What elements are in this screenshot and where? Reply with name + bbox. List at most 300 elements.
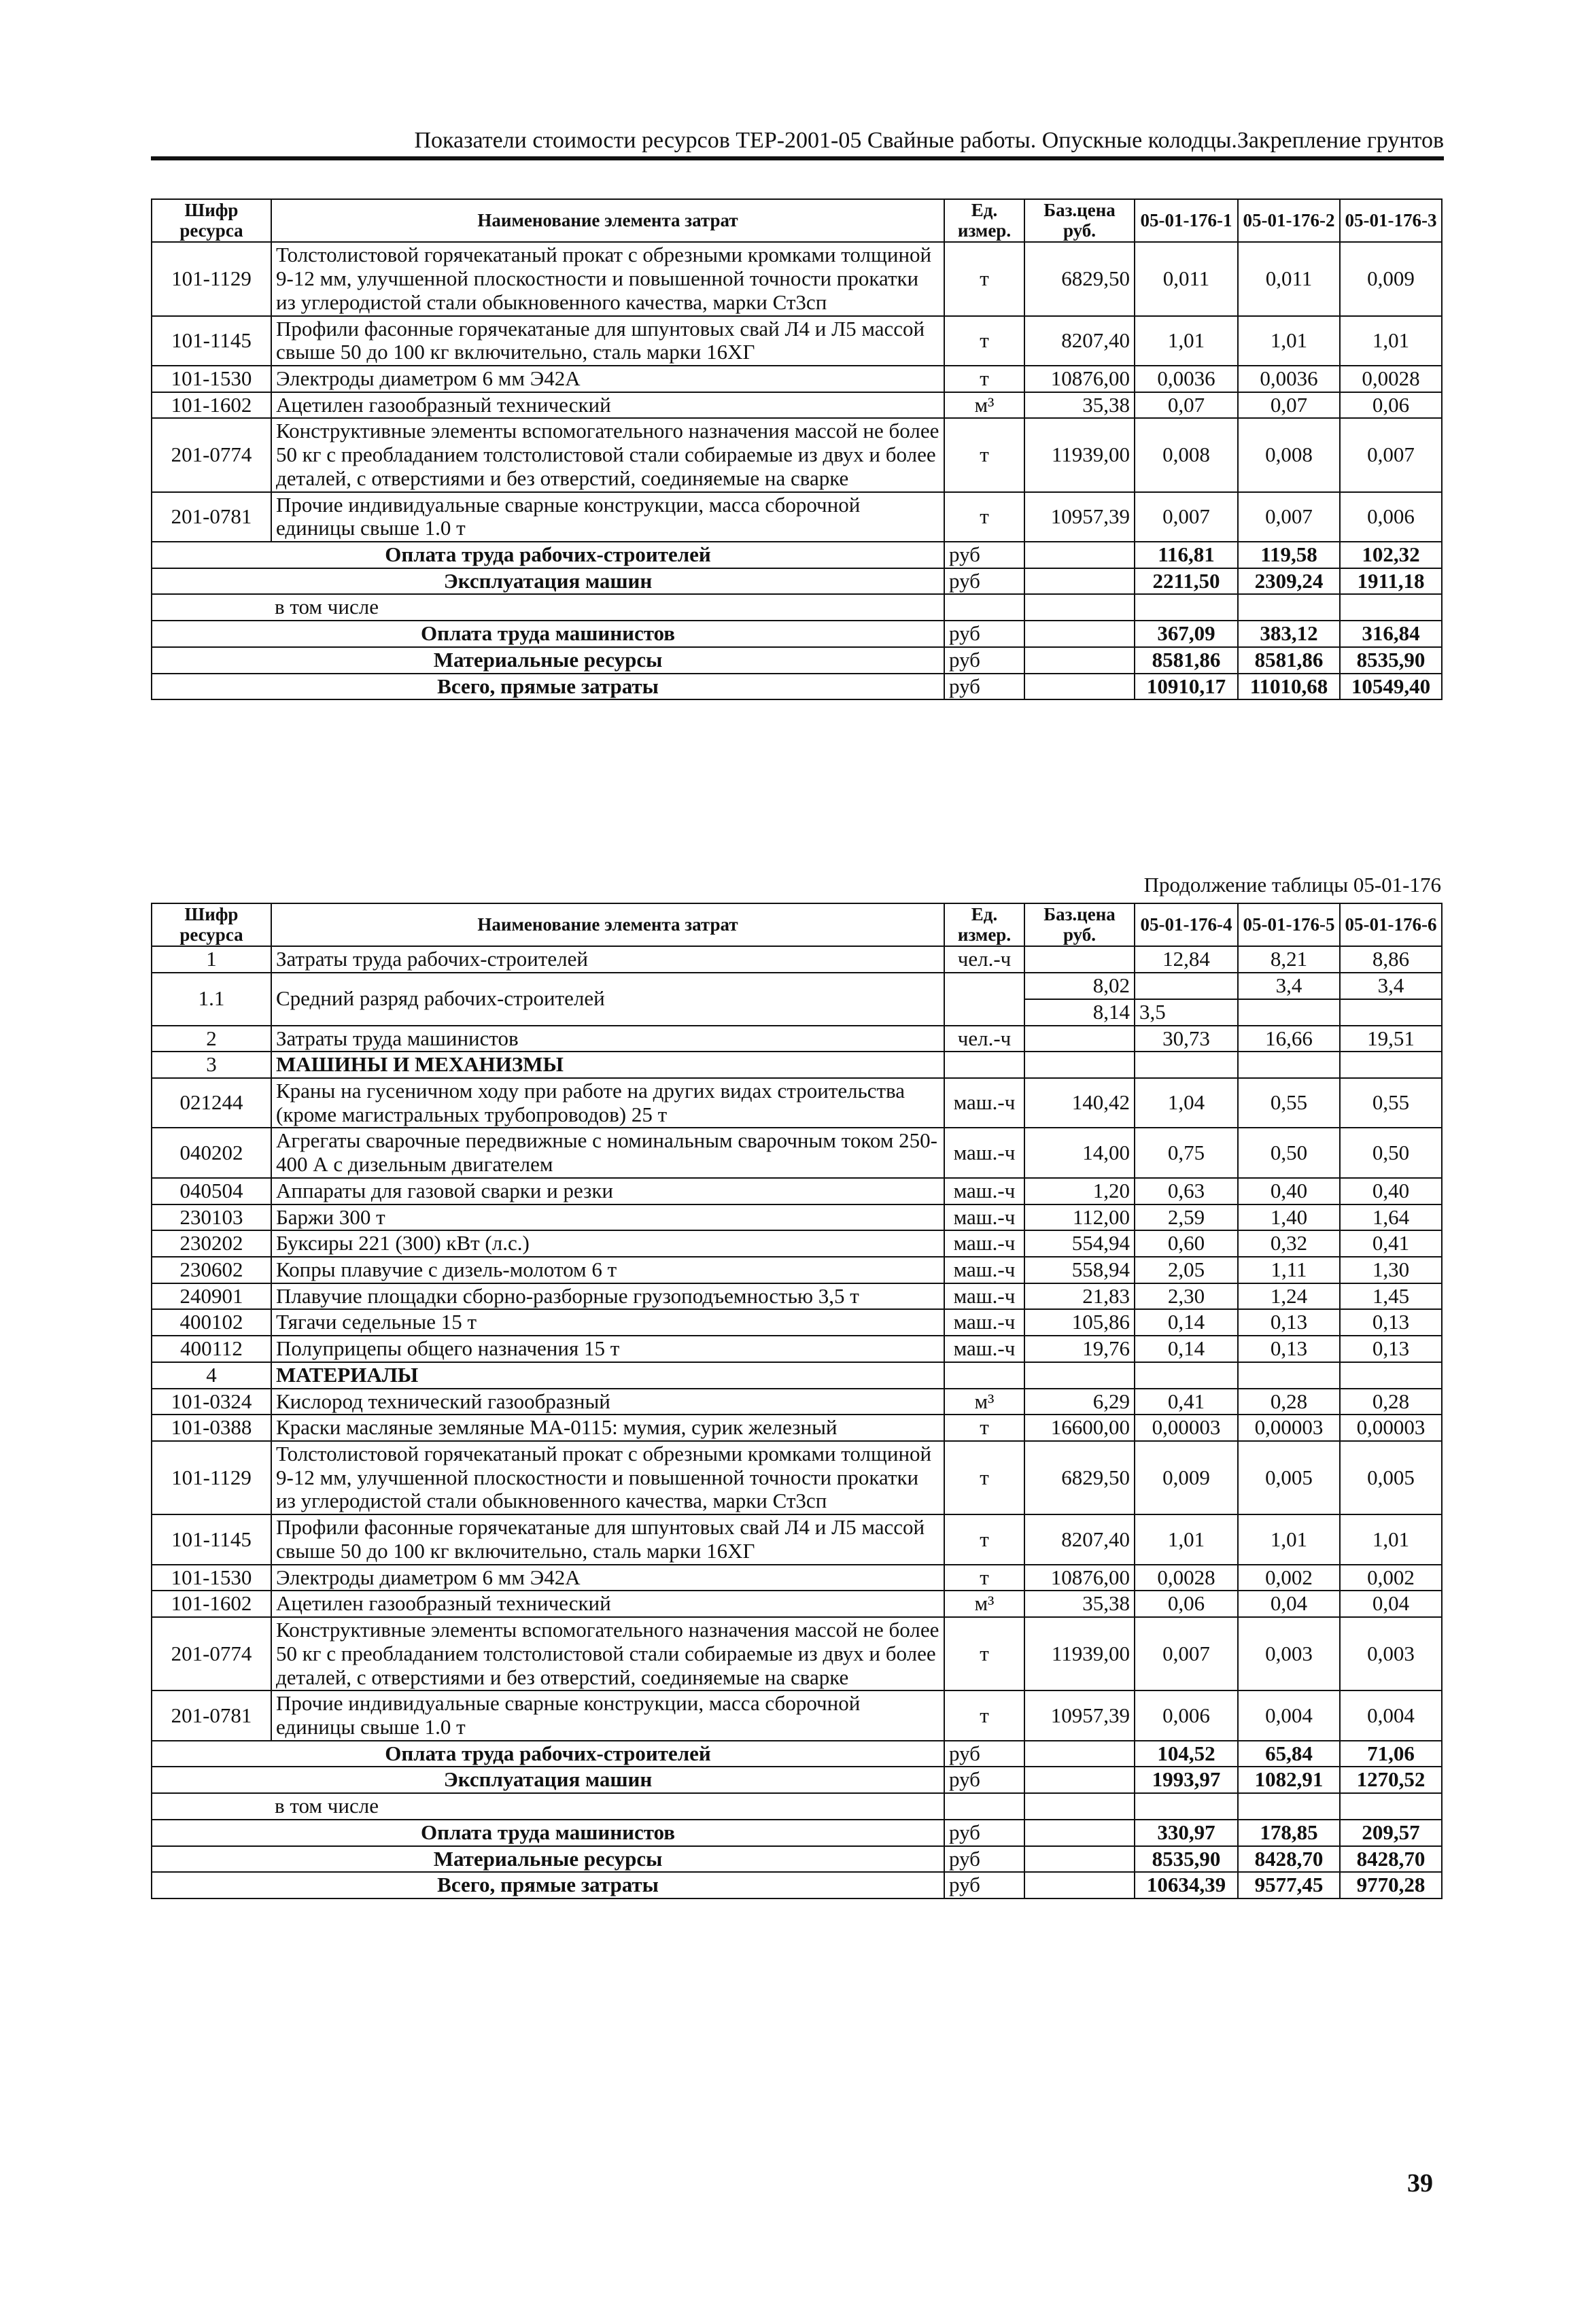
table-body bbox=[152, 946, 1442, 1078]
col-code1-header: 05-01-176-4 bbox=[1135, 903, 1238, 946]
summary-value-2: 9577,45 bbox=[1238, 1872, 1340, 1898]
row-unit: маш.-ч bbox=[944, 1283, 1024, 1310]
row-name: Копры плавучие с дизель-молотом 6 т bbox=[271, 1257, 944, 1283]
row-price: 6829,50 bbox=[1024, 242, 1135, 315]
summary-price bbox=[1024, 647, 1135, 674]
summary-row bbox=[152, 542, 1442, 568]
row-price: 105,86 bbox=[1024, 1309, 1135, 1336]
row-name: Кислород технический газообразный bbox=[271, 1389, 944, 1415]
row-value-2: 0,04 bbox=[1238, 1591, 1340, 1617]
summary-value-3: 1270,52 bbox=[1340, 1767, 1442, 1793]
summary-value-2: 119,58 bbox=[1238, 542, 1340, 568]
row-value-1: 0,00003 bbox=[1135, 1415, 1238, 1441]
summary-unit bbox=[944, 594, 1024, 621]
empty-cell bbox=[1340, 1362, 1442, 1389]
row-value-1: 0,007 bbox=[1135, 1617, 1238, 1690]
row-value-2: 0,011 bbox=[1238, 242, 1340, 315]
row-code: 1.1 bbox=[152, 973, 271, 1025]
summary-unit: руб bbox=[944, 647, 1024, 674]
table-row bbox=[152, 1178, 1442, 1204]
summary-row bbox=[152, 1846, 1442, 1873]
row-value-3: 0,007 bbox=[1340, 418, 1442, 491]
row-name: Толстолистовой горячекатаный прокат с обрезными кромками толщиной 9-12 мм, улучшенной плоскостности и повышенной точности прокатки из углеродистой стали обыкновенного качества, марки Ст3сп bbox=[271, 1441, 944, 1514]
col-unit-header: Ед. измер. bbox=[944, 199, 1024, 242]
row-value-1: 30,73 bbox=[1135, 1026, 1238, 1052]
row-value-1: 0,60 bbox=[1135, 1230, 1238, 1257]
row-name: Средний разряд рабочих-строителей bbox=[271, 973, 944, 1025]
row-value-2: 0,004 bbox=[1238, 1690, 1340, 1740]
summary-row bbox=[152, 621, 1442, 647]
summary-label: Материальные ресурсы bbox=[152, 1846, 944, 1873]
row-name: Аппараты для газовой сварки и резки bbox=[271, 1178, 944, 1204]
summary-body bbox=[152, 1741, 1442, 1898]
summary-value-3 bbox=[1340, 1793, 1442, 1820]
summary-label: Всего, прямые затраты bbox=[152, 1872, 944, 1898]
row-name: Полуприцепы общего назначения 15 т bbox=[271, 1336, 944, 1362]
row-unit: т bbox=[944, 1690, 1024, 1740]
summary-value-1: 367,09 bbox=[1135, 621, 1238, 647]
page-number: 39 bbox=[1407, 2169, 1433, 2198]
row-value-3: 1,01 bbox=[1340, 316, 1442, 366]
row-value-3: 1,30 bbox=[1340, 1257, 1442, 1283]
row-value-2: 1,11 bbox=[1238, 1257, 1340, 1283]
section-row-machines bbox=[152, 1052, 1442, 1078]
row-name: Прочие индивидуальные сварные конструкции, масса сборочной единицы свыше 1.0 т bbox=[271, 1690, 944, 1740]
row-code: 101-0324 bbox=[152, 1389, 271, 1415]
row-code: 040504 bbox=[152, 1178, 271, 1204]
row-value-1: 0,14 bbox=[1135, 1336, 1238, 1362]
row-value-2: 8,21 bbox=[1238, 946, 1340, 973]
table-row bbox=[152, 392, 1442, 419]
summary-unit bbox=[944, 1793, 1024, 1820]
col-name-header: Наименование элемента затрат bbox=[271, 199, 944, 242]
row-value-3: 1,01 bbox=[1340, 1514, 1442, 1564]
col-price-header: Баз.цена руб. bbox=[1024, 903, 1135, 946]
row-price: 35,38 bbox=[1024, 1591, 1135, 1617]
summary-price bbox=[1024, 594, 1135, 621]
row-name: Конструктивные элементы вспомогательного назначения массой не более 50 кг с преобладанием толстолистовой стали собираемые из двух и более деталей, с отверстиями и без отверстий, соединяемые на сварке bbox=[271, 418, 944, 491]
grade-value-2: 3,4 bbox=[1238, 973, 1340, 999]
row-value-3: 0,002 bbox=[1340, 1565, 1442, 1591]
table-row bbox=[152, 1128, 1442, 1177]
table-row bbox=[152, 1257, 1442, 1283]
summary-label: Оплата труда рабочих-строителей bbox=[152, 542, 944, 568]
row-code: 101-1530 bbox=[152, 366, 271, 392]
row-code: 101-0388 bbox=[152, 1415, 271, 1441]
table-header-row bbox=[152, 199, 1442, 242]
row-price: 10876,00 bbox=[1024, 1565, 1135, 1591]
row-code: 230103 bbox=[152, 1204, 271, 1231]
row-unit: маш.-ч bbox=[944, 1309, 1024, 1336]
row-value-2: 0,50 bbox=[1238, 1128, 1340, 1177]
row-value-3: 1,45 bbox=[1340, 1283, 1442, 1310]
row-code: 101-1129 bbox=[152, 1441, 271, 1514]
row-value-2: 0,0036 bbox=[1238, 366, 1340, 392]
summary-value-3: 102,32 bbox=[1340, 542, 1442, 568]
row-name: Толстолистовой горячекатаный прокат с обрезными кромками толщиной 9-12 мм, улучшенной плоскостности и повышенной точности прокатки из углеродистой стали обыкновенного качества, марки Ст3сп bbox=[271, 242, 944, 315]
row-value-1: 0,75 bbox=[1135, 1128, 1238, 1177]
row-value-3: 8,86 bbox=[1340, 946, 1442, 973]
grade-value-3: 3,4 bbox=[1340, 973, 1442, 999]
resource-table-1 bbox=[151, 198, 1443, 700]
row-unit: т bbox=[944, 316, 1024, 366]
table-row bbox=[152, 316, 1442, 366]
row-unit: маш.-ч bbox=[944, 1178, 1024, 1204]
col-code3-header: 05-01-176-6 bbox=[1340, 903, 1442, 946]
grade-row bbox=[152, 973, 1442, 999]
summary-value-1: 116,81 bbox=[1135, 542, 1238, 568]
grade-value-3b bbox=[1340, 999, 1442, 1026]
row-unit: маш.-ч bbox=[944, 1257, 1024, 1283]
row-value-2: 1,01 bbox=[1238, 316, 1340, 366]
table-row bbox=[152, 366, 1442, 392]
row-value-3: 0,50 bbox=[1340, 1128, 1442, 1177]
row-unit: т bbox=[944, 492, 1024, 542]
row-value-2: 0,003 bbox=[1238, 1617, 1340, 1690]
summary-row bbox=[152, 1872, 1442, 1898]
summary-value-3 bbox=[1340, 594, 1442, 621]
summary-unit: руб bbox=[944, 1872, 1024, 1898]
row-value-3: 0,40 bbox=[1340, 1178, 1442, 1204]
row-unit: т bbox=[944, 366, 1024, 392]
section-row-materials bbox=[152, 1362, 1442, 1389]
summary-value-1: 8535,90 bbox=[1135, 1846, 1238, 1873]
row-value-1: 0,07 bbox=[1135, 392, 1238, 419]
row-price: 6829,50 bbox=[1024, 1441, 1135, 1514]
row-price: 35,38 bbox=[1024, 392, 1135, 419]
row-value-2: 0,007 bbox=[1238, 492, 1340, 542]
table-header-row bbox=[152, 903, 1442, 946]
row-code: 101-1602 bbox=[152, 1591, 271, 1617]
summary-price bbox=[1024, 542, 1135, 568]
row-code: 101-1145 bbox=[152, 1514, 271, 1564]
table-row bbox=[152, 1336, 1442, 1362]
row-price: 8207,40 bbox=[1024, 316, 1135, 366]
row-value-3: 0,00003 bbox=[1340, 1415, 1442, 1441]
summary-row bbox=[152, 674, 1442, 700]
row-code: 230202 bbox=[152, 1230, 271, 1257]
empty-cell bbox=[1024, 1052, 1135, 1078]
row-value-2: 1,01 bbox=[1238, 1514, 1340, 1564]
row-price: 140,42 bbox=[1024, 1078, 1135, 1128]
summary-label: Всего, прямые затраты bbox=[152, 674, 944, 700]
row-code: 201-0774 bbox=[152, 1617, 271, 1690]
labor-row bbox=[152, 946, 1442, 973]
row-value-2: 0,00003 bbox=[1238, 1415, 1340, 1441]
machines-body bbox=[152, 1078, 1442, 1362]
summary-unit: руб bbox=[944, 1767, 1024, 1793]
table-row bbox=[152, 1415, 1442, 1441]
summary-unit: руб bbox=[944, 621, 1024, 647]
summary-value-1: 1993,97 bbox=[1135, 1767, 1238, 1793]
row-unit: м³ bbox=[944, 1591, 1024, 1617]
empty-cell bbox=[1135, 1052, 1238, 1078]
summary-value-2: 1082,91 bbox=[1238, 1767, 1340, 1793]
summary-value-3: 316,84 bbox=[1340, 621, 1442, 647]
row-price: 10957,39 bbox=[1024, 492, 1135, 542]
row-price: 10876,00 bbox=[1024, 366, 1135, 392]
summary-label: в том числе bbox=[152, 594, 944, 621]
row-code: 400112 bbox=[152, 1336, 271, 1362]
summary-value-1: 8581,86 bbox=[1135, 647, 1238, 674]
row-value-2: 0,008 bbox=[1238, 418, 1340, 491]
summary-unit: руб bbox=[944, 1741, 1024, 1767]
table-row bbox=[152, 1204, 1442, 1231]
summary-value-1: 2211,50 bbox=[1135, 568, 1238, 595]
row-value-2: 0,28 bbox=[1238, 1389, 1340, 1415]
row-price: 6,29 bbox=[1024, 1389, 1135, 1415]
table-row bbox=[152, 1565, 1442, 1591]
row-unit: маш.-ч bbox=[944, 1204, 1024, 1231]
summary-value-2: 8428,70 bbox=[1238, 1846, 1340, 1873]
page-header-title: Показатели стоимости ресурсов ТЕР-2001-05 Свайные работы. Опускные колодцы.Закрепление грунтов bbox=[414, 128, 1444, 153]
row-value-1: 0,006 bbox=[1135, 1690, 1238, 1740]
row-value-3: 0,009 bbox=[1340, 242, 1442, 315]
summary-value-1: 104,52 bbox=[1135, 1741, 1238, 1767]
row-code: 1 bbox=[152, 946, 271, 973]
summary-price bbox=[1024, 1793, 1135, 1820]
row-name: Электроды диаметром 6 мм Э42А bbox=[271, 1565, 944, 1591]
row-code: 240901 bbox=[152, 1283, 271, 1310]
row-value-1: 2,30 bbox=[1135, 1283, 1238, 1310]
row-code: 230602 bbox=[152, 1257, 271, 1283]
row-price: 558,94 bbox=[1024, 1257, 1135, 1283]
summary-label: в том числе bbox=[152, 1793, 944, 1820]
table-row bbox=[152, 1617, 1442, 1690]
col-code2-header: 05-01-176-5 bbox=[1238, 903, 1340, 946]
table-row bbox=[152, 1441, 1442, 1514]
summary-label: Оплата труда машинистов bbox=[152, 1820, 944, 1846]
row-price: 16600,00 bbox=[1024, 1415, 1135, 1441]
summary-value-3: 1911,18 bbox=[1340, 568, 1442, 595]
summary-price bbox=[1024, 1767, 1135, 1793]
row-code: 201-0781 bbox=[152, 492, 271, 542]
row-value-3: 0,41 bbox=[1340, 1230, 1442, 1257]
row-code: 021244 bbox=[152, 1078, 271, 1128]
row-code: 040202 bbox=[152, 1128, 271, 1177]
row-value-2: 0,40 bbox=[1238, 1178, 1340, 1204]
table-row bbox=[152, 1389, 1442, 1415]
empty-cell bbox=[1238, 1362, 1340, 1389]
row-unit: м³ bbox=[944, 1389, 1024, 1415]
row-unit: т bbox=[944, 1565, 1024, 1591]
row-value-1: 1,01 bbox=[1135, 316, 1238, 366]
row-value-3: 19,51 bbox=[1340, 1026, 1442, 1052]
row-name: Буксиры 221 (300) кВт (л.с.) bbox=[271, 1230, 944, 1257]
summary-row bbox=[152, 594, 1442, 621]
row-unit bbox=[944, 973, 1024, 1025]
summary-label: Материальные ресурсы bbox=[152, 647, 944, 674]
summary-label: Эксплуатация машин bbox=[152, 1767, 944, 1793]
row-name: Баржи 300 т bbox=[271, 1204, 944, 1231]
row-price: 10957,39 bbox=[1024, 1690, 1135, 1740]
resource-table-2 bbox=[151, 903, 1443, 1899]
row-name: Плавучие площадки сборно-разборные грузоподъемностью 3,5 т bbox=[271, 1283, 944, 1310]
col-code3-header: 05-01-176-3 bbox=[1340, 199, 1442, 242]
row-name: Краски масляные земляные МА-0115: мумия, сурик железный bbox=[271, 1415, 944, 1441]
empty-cell bbox=[944, 1052, 1024, 1078]
row-value-1: 0,06 bbox=[1135, 1591, 1238, 1617]
row-value-1: 12,84 bbox=[1135, 946, 1238, 973]
section-title: МАШИНЫ И МЕХАНИЗМЫ bbox=[271, 1052, 944, 1078]
summary-unit: руб bbox=[944, 1820, 1024, 1846]
row-code: 201-0781 bbox=[152, 1690, 271, 1740]
row-value-3: 0,005 bbox=[1340, 1441, 1442, 1514]
summary-price bbox=[1024, 674, 1135, 700]
row-unit: чел.-ч bbox=[944, 946, 1024, 973]
row-name: Ацетилен газообразный технический bbox=[271, 1591, 944, 1617]
col-unit-header: Ед. измер. bbox=[944, 903, 1024, 946]
row-value-1: 0,008 bbox=[1135, 418, 1238, 491]
summary-unit: руб bbox=[944, 542, 1024, 568]
row-value-3: 0,55 bbox=[1340, 1078, 1442, 1128]
table-row bbox=[152, 242, 1442, 315]
summary-value-3: 8428,70 bbox=[1340, 1846, 1442, 1873]
row-value-3: 0,13 bbox=[1340, 1309, 1442, 1336]
summary-label: Оплата труда машинистов bbox=[152, 621, 944, 647]
row-price bbox=[1024, 946, 1135, 973]
summary-label: Эксплуатация машин bbox=[152, 568, 944, 595]
summary-value-1: 10634,39 bbox=[1135, 1872, 1238, 1898]
table-row bbox=[152, 1309, 1442, 1336]
row-name: Профили фасонные горячекатаные для шпунтовых свай Л4 и Л5 массой свыше 50 до 100 кг включительно, сталь марки 16ХГ bbox=[271, 1514, 944, 1564]
summary-row bbox=[152, 568, 1442, 595]
table-row bbox=[152, 492, 1442, 542]
row-value-1: 0,14 bbox=[1135, 1309, 1238, 1336]
row-price: 19,76 bbox=[1024, 1336, 1135, 1362]
summary-price bbox=[1024, 568, 1135, 595]
summary-row bbox=[152, 1820, 1442, 1846]
row-unit: маш.-ч bbox=[944, 1078, 1024, 1128]
empty-cell bbox=[1340, 1052, 1442, 1078]
row-unit: маш.-ч bbox=[944, 1336, 1024, 1362]
row-value-1: 1,04 bbox=[1135, 1078, 1238, 1128]
grade-value-1 bbox=[1135, 973, 1238, 999]
row-unit: т bbox=[944, 1617, 1024, 1690]
row-unit: т bbox=[944, 418, 1024, 491]
summary-label: Оплата труда рабочих-строителей bbox=[152, 1741, 944, 1767]
summary-value-2 bbox=[1238, 1793, 1340, 1820]
row-value-2: 0,13 bbox=[1238, 1309, 1340, 1336]
summary-value-3: 71,06 bbox=[1340, 1741, 1442, 1767]
row-name: Конструктивные элементы вспомогательного назначения массой не более 50 кг с преобладанием толстолистовой стали собираемые из двух и более деталей, с отверстиями и без отверстий, соединяемые на сварке bbox=[271, 1617, 944, 1690]
table-row bbox=[152, 1690, 1442, 1740]
table-body bbox=[152, 242, 1442, 699]
row-value-3: 1,64 bbox=[1340, 1204, 1442, 1231]
table-row bbox=[152, 1514, 1442, 1564]
summary-unit: руб bbox=[944, 674, 1024, 700]
row-value-3: 0,006 bbox=[1340, 492, 1442, 542]
row-code: 400102 bbox=[152, 1309, 271, 1336]
summary-value-1: 10910,17 bbox=[1135, 674, 1238, 700]
row-value-1: 0,009 bbox=[1135, 1441, 1238, 1514]
table-row bbox=[152, 418, 1442, 491]
grade-price-1: 8,02 bbox=[1024, 973, 1135, 999]
row-name: Затраты труда машинистов bbox=[271, 1026, 944, 1052]
col-name-header: Наименование элемента затрат bbox=[271, 903, 944, 946]
summary-value-1 bbox=[1135, 594, 1238, 621]
row-name: Затраты труда рабочих-строителей bbox=[271, 946, 944, 973]
empty-cell bbox=[1135, 1362, 1238, 1389]
col-code2-header: 05-01-176-2 bbox=[1238, 199, 1340, 242]
summary-row bbox=[152, 647, 1442, 674]
table-row bbox=[152, 1283, 1442, 1310]
row-value-1: 1,01 bbox=[1135, 1514, 1238, 1564]
table-row bbox=[152, 1230, 1442, 1257]
row-value-3: 0,003 bbox=[1340, 1617, 1442, 1690]
row-unit: маш.-ч bbox=[944, 1230, 1024, 1257]
row-price: 554,94 bbox=[1024, 1230, 1135, 1257]
continuation-label: Продолжение таблицы 05-01-176 bbox=[1143, 873, 1441, 897]
row-price: 11939,00 bbox=[1024, 418, 1135, 491]
row-code: 101-1129 bbox=[152, 242, 271, 315]
row-value-3: 0,06 bbox=[1340, 392, 1442, 419]
summary-value-3: 8535,90 bbox=[1340, 647, 1442, 674]
page-header bbox=[151, 128, 1444, 160]
row-code: 101-1602 bbox=[152, 392, 271, 419]
row-code: 101-1530 bbox=[152, 1565, 271, 1591]
row-value-1: 0,007 bbox=[1135, 492, 1238, 542]
row-value-1: 2,05 bbox=[1135, 1257, 1238, 1283]
grade-price-2: 8,14 bbox=[1024, 999, 1135, 1026]
section-title: МАТЕРИАЛЫ bbox=[271, 1362, 944, 1389]
summary-value-1: 330,97 bbox=[1135, 1820, 1238, 1846]
row-value-2: 0,07 bbox=[1238, 392, 1340, 419]
row-unit: маш.-ч bbox=[944, 1128, 1024, 1177]
row-value-2: 0,002 bbox=[1238, 1565, 1340, 1591]
row-price: 11939,00 bbox=[1024, 1617, 1135, 1690]
row-value-3: 0,28 bbox=[1340, 1389, 1442, 1415]
row-value-3: 0,0028 bbox=[1340, 366, 1442, 392]
row-value-1: 2,59 bbox=[1135, 1204, 1238, 1231]
row-value-1: 0,0028 bbox=[1135, 1565, 1238, 1591]
row-name: Прочие индивидуальные сварные конструкции, масса сборочной единицы свыше 1.0 т bbox=[271, 492, 944, 542]
row-unit: т bbox=[944, 1441, 1024, 1514]
row-value-1: 0,41 bbox=[1135, 1389, 1238, 1415]
row-name: Электроды диаметром 6 мм Э42А bbox=[271, 366, 944, 392]
row-price: 14,00 bbox=[1024, 1128, 1135, 1177]
summary-row bbox=[152, 1793, 1442, 1820]
row-value-3: 0,13 bbox=[1340, 1336, 1442, 1362]
row-unit: чел.-ч bbox=[944, 1026, 1024, 1052]
summary-unit: руб bbox=[944, 1846, 1024, 1873]
summary-price bbox=[1024, 621, 1135, 647]
row-name: Профили фасонные горячекатаные для шпунтовых свай Л4 и Л5 массой свыше 50 до 100 кг включительно, сталь марки 16ХГ bbox=[271, 316, 944, 366]
row-unit: т bbox=[944, 242, 1024, 315]
row-price: 112,00 bbox=[1024, 1204, 1135, 1231]
table-row bbox=[152, 1591, 1442, 1617]
summary-row bbox=[152, 1741, 1442, 1767]
col-code-header: Шифр ресурса bbox=[152, 903, 271, 946]
row-value-2: 0,005 bbox=[1238, 1441, 1340, 1514]
summary-value-2: 178,85 bbox=[1238, 1820, 1340, 1846]
summary-unit: руб bbox=[944, 568, 1024, 595]
section-code: 4 bbox=[152, 1362, 271, 1389]
empty-cell bbox=[944, 1362, 1024, 1389]
row-unit: т bbox=[944, 1514, 1024, 1564]
section-code: 3 bbox=[152, 1052, 271, 1078]
row-price: 1,20 bbox=[1024, 1178, 1135, 1204]
row-value-1: 0,011 bbox=[1135, 242, 1238, 315]
summary-price bbox=[1024, 1872, 1135, 1898]
row-name: Краны на гусеничном ходу при работе на других видах строительства (кроме магистральных трубопроводов) 25 т bbox=[271, 1078, 944, 1128]
summary-value-3: 209,57 bbox=[1340, 1820, 1442, 1846]
operators-row bbox=[152, 1026, 1442, 1052]
row-price: 8207,40 bbox=[1024, 1514, 1135, 1564]
grade-value-2b bbox=[1238, 999, 1340, 1026]
row-unit: т bbox=[944, 1415, 1024, 1441]
row-value-2: 1,40 bbox=[1238, 1204, 1340, 1231]
